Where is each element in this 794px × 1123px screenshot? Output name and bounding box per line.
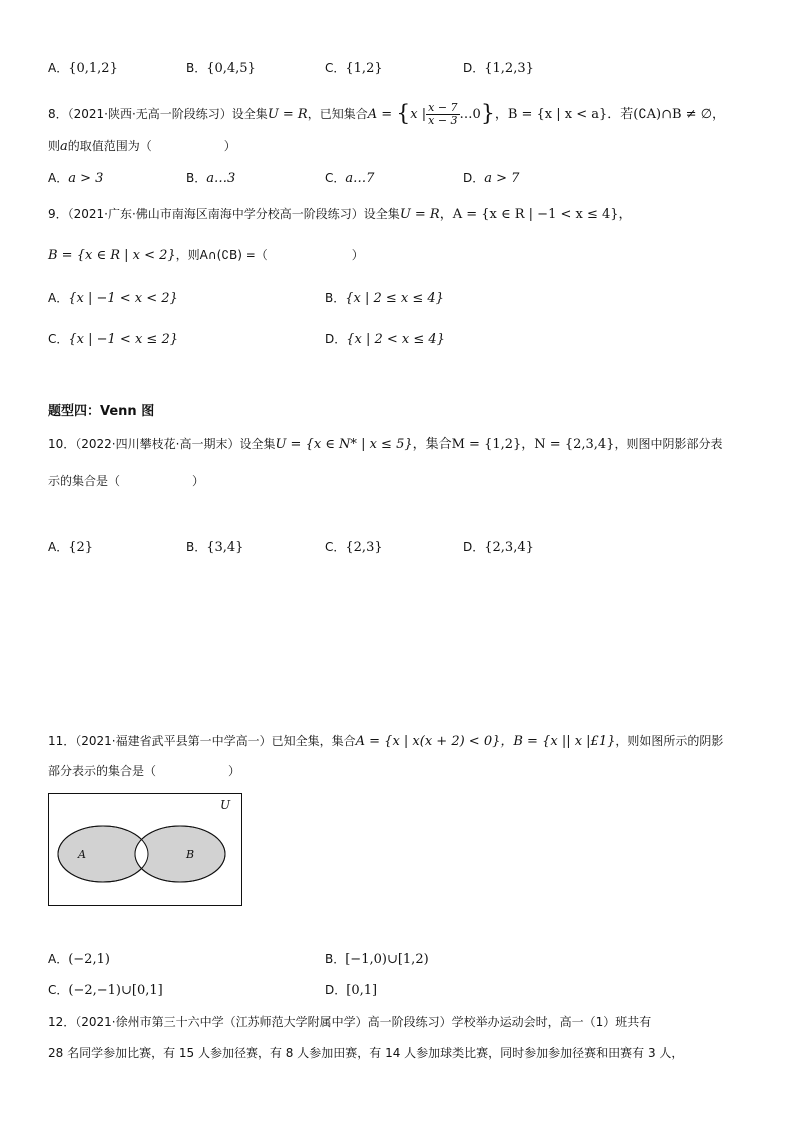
q9-option-d (325, 331, 445, 348)
q11-stem-line2 (48, 763, 240, 779)
q9-b-set: B = {x ∈ R | x < 2} (48, 248, 176, 263)
option-label: A． (48, 171, 69, 185)
q10-n-set: ，N = {2,3,4} (521, 437, 615, 452)
q8-a-set-tail: …0 (459, 107, 481, 122)
option-value: {0,4,5} (206, 61, 256, 76)
q10-stem-line2 (48, 473, 204, 489)
option-value: a…7 (345, 171, 375, 186)
q7-option-a (48, 60, 118, 77)
q11-tail: ，则如图所示的阴影 (615, 734, 724, 748)
left-brace-icon: { (396, 101, 411, 127)
q8-option-b (186, 170, 235, 187)
q11-lead: 11．（2021·福建省武平县第一中学高一）已知全集，集合 (48, 734, 356, 748)
right-brace-icon: } (480, 101, 495, 127)
q10-option-d (463, 539, 534, 556)
venn-label-u: U (220, 798, 231, 812)
q10-line2: 示的集合是（ ） (48, 474, 205, 488)
q8-option-c (325, 170, 374, 187)
option-value: {x | −1 < x ≤ 2} (68, 332, 178, 347)
option-value: {0,1,2} (68, 61, 118, 76)
option-value: {1,2,3} (484, 61, 534, 76)
q9-option-c (48, 331, 178, 348)
q8-fraction (426, 102, 459, 127)
q8-universal: U = R (267, 107, 308, 122)
option-value: a…3 (206, 171, 236, 186)
q7-option-c (325, 60, 383, 77)
q8-variable: a (60, 139, 68, 154)
option-label: C． (325, 540, 346, 554)
option-value: [−1,0)∪[1,2) (345, 952, 429, 967)
venn-diagram (48, 793, 242, 906)
q9-option-a (48, 290, 178, 307)
q9-ask: ，则A∩(∁B) =（ ） (175, 248, 364, 262)
option-label: A． (48, 540, 69, 554)
q8-b-set: ，B = {x | x < a}．若 (494, 107, 634, 122)
q11-a-set: A = {x | x(x + 2) < 0} (355, 734, 501, 749)
option-value: (−2,−1)∪[0,1] (68, 983, 163, 998)
q11-stem (48, 733, 723, 750)
q10-universal: U = {x ∈ N* | x ≤ 5} (275, 437, 413, 452)
option-label: C． (325, 171, 346, 185)
option-label: D． (325, 983, 347, 997)
q8-a-set-prefix: A = (367, 107, 397, 122)
q10-stem (48, 436, 722, 453)
q8-condition: (∁A)∩B ≠ ∅， (633, 107, 726, 122)
q7-option-b (186, 60, 256, 77)
option-label: B． (325, 291, 346, 305)
q9-lead: 9．（2021·广东·佛山市南海区南海中学分校高一阶段练习）设全集 (48, 207, 400, 221)
option-value: {2} (68, 540, 94, 555)
option-value: {2,3} (345, 540, 383, 555)
option-label: C． (48, 332, 69, 346)
option-label: A． (48, 952, 69, 966)
q9-universal: U = R (399, 207, 440, 222)
q11-option-b (325, 951, 429, 968)
option-value: (−2,1) (68, 952, 110, 967)
q8-stem-line2 (48, 138, 236, 155)
q9-a-set: ，A = {x ∈ R | −1 < x ≤ 4}， (439, 207, 632, 222)
option-label: A． (48, 61, 69, 75)
option-label: D． (463, 61, 485, 75)
q8-line2: 则 (48, 139, 61, 153)
q9-stem-line2 (48, 247, 364, 264)
fraction-numerator: x − 7 (428, 101, 458, 114)
q7-option-d (463, 60, 534, 77)
q8-a-set-var: x | (410, 107, 427, 122)
q11-option-a (48, 951, 110, 968)
q11-b-set: ，B = {x || x |£1} (500, 734, 616, 749)
q12-stem-line2: 28 名同学参加比赛，有 15 人参加径赛，有 8 人参加田赛，有 14 人参加球类比赛，同时参加参加径赛和田赛有 3 人， (48, 1046, 684, 1060)
q8-line2b: 的取值范围为（ ） (67, 139, 236, 153)
q8-option-d (463, 170, 519, 187)
option-value: a > 3 (68, 171, 104, 186)
q11-option-c (48, 982, 163, 999)
q8-option-a (48, 170, 103, 187)
option-label: C． (325, 61, 346, 75)
venn-label-a: A (78, 848, 86, 861)
q9-stem (48, 206, 632, 223)
q10-m-set: ，集合M = {1,2} (412, 437, 522, 452)
option-label: B． (186, 171, 207, 185)
option-value: {x | 2 ≤ x ≤ 4} (345, 291, 444, 306)
option-value: a > 7 (484, 171, 520, 186)
q10-option-a (48, 539, 93, 556)
venn-label-b: B (186, 848, 195, 861)
q8-stem (48, 100, 725, 128)
q8-known: ，已知集合 (307, 107, 368, 121)
q10-lead: 10．（2022·四川攀枝花·高一期末）设全集 (48, 437, 276, 451)
option-label: A． (48, 291, 69, 305)
q10-tail: ，则图中阴影部分表 (614, 437, 723, 451)
fraction-denominator: x − 3 (428, 114, 458, 127)
q9-option-b (325, 290, 444, 307)
option-value: [0,1] (346, 983, 378, 998)
q11-line2: 部分表示的集合是（ ） (48, 764, 241, 778)
q11-option-d (325, 982, 377, 999)
option-label: D． (325, 332, 347, 346)
option-label: C． (48, 983, 69, 997)
option-label: B． (186, 61, 207, 75)
option-label: B． (186, 540, 207, 554)
q8-lead: 8．（2021·陕西·无高一阶段练习）设全集 (48, 107, 268, 121)
q10-option-b (186, 539, 243, 556)
option-value: {x | −1 < x < 2} (68, 291, 178, 306)
option-value: {3,4} (206, 540, 244, 555)
option-label: D． (463, 171, 485, 185)
q12-stem-line1: 12．（2021·徐州市第三十六中学（江苏师范大学附属中学）高一阶段练习）学校举办运动会时，高一（1）班共有 (48, 1015, 652, 1029)
option-value: {x | 2 < x ≤ 4} (346, 332, 445, 347)
q10-option-c (325, 539, 383, 556)
section-heading: 题型四：Venn 图 (48, 404, 155, 419)
option-value: {1,2} (345, 61, 383, 76)
option-label: D． (463, 540, 485, 554)
option-value: {2,3,4} (484, 540, 534, 555)
option-label: B． (325, 952, 346, 966)
